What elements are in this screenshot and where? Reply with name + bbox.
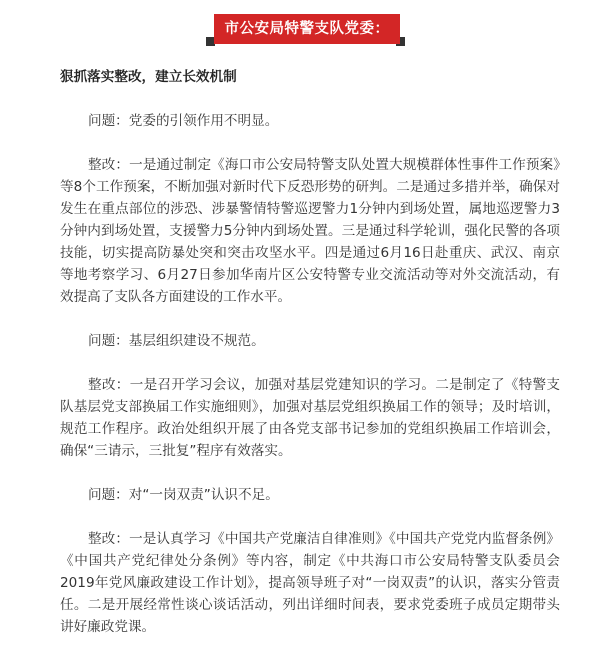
article-body xyxy=(60,66,560,660)
paragraph-problem-1: 问题：党委的引领作用不明显。 xyxy=(88,113,279,129)
paragraph-problem-2: 问题：基层组织建设不规范。 xyxy=(88,333,265,349)
header-title: 市公安局特警支队党委： xyxy=(214,14,400,44)
paragraph-rectify-3: 整改：一是认真学习《中国共产党廉洁自律准则》《中国共产党党内监督条例》《中国共产党纪律处分条例》等内容，制定《中共海口市公安局特警支队委员会2019年党风廉政建设工作计划》，提高领导班子对“一岗双责”的认识，落实分管责任。二是开展经常性谈心谈话活动，列出详细时间表，要求党委班子成员定期带头讲好廉政党课。 xyxy=(60,531,561,635)
section-heading: 狠抓落实整改，建立长效机制 xyxy=(60,69,237,85)
paragraph-rectify-1: 整改：一是通过制定《海口市公安局特警支队处置大规模群体性事件工作预案》等8个工作预案，不断加强对新时代下反恐形势的研判。二是通过多措并举，确保对发生在重点部位的涉恐、涉暴警情特警巡逻警力1分钟内到场处置，属地巡逻警力3分钟内到场处置，支援警力5分钟内到场处置。三是通过科学轮训，强化民警的各项技能，切实提高防暴处突和突击攻坚水平。四是通过6月16日赴重庆、武汉、南京等地考察学习、6月27日参加华南片区公安特警专业交流活动等对外交流活动，有效提高了支队各方面建设的工作水平。 xyxy=(60,157,561,305)
paragraph-rectify-2: 整改：一是召开学习会议，加强对基层党建知识的学习。二是制定了《特警支队基层党支部换届工作实施细则》，加强对基层党组织换届工作的领导；及时培训，规范工作程序。政治处组织开展了由各党支部书记参加的党组织换届工作培训会，确保“三请示，三批复”程序有效落实。 xyxy=(60,377,561,459)
paragraph-problem-3: 问题：对“一岗双责”认识不足。 xyxy=(88,487,279,503)
section-header xyxy=(0,14,608,46)
